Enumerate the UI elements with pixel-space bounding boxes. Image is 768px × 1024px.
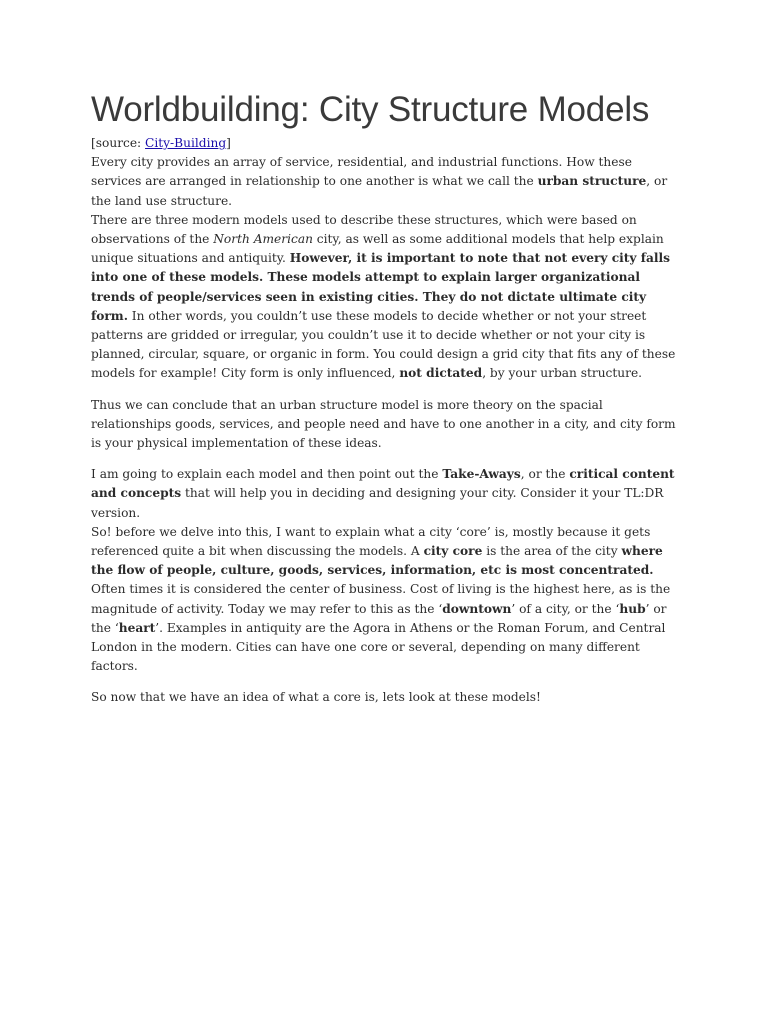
bold-term-heart: heart	[118, 620, 156, 635]
source-link[interactable]: City-Building	[145, 136, 227, 150]
text-run: , or the	[520, 467, 570, 482]
paragraph-models	[91, 211, 681, 384]
bold-term-hub: hub	[619, 601, 646, 616]
text-run: ’ or the ‘	[91, 601, 667, 635]
bold-term-not-dictated: not dictated	[399, 366, 483, 381]
source-line	[91, 134, 681, 153]
paragraph-gap	[91, 676, 681, 688]
text-run: I am going to explain each model and then point out the	[91, 467, 443, 482]
italic-term-north-american: North American	[213, 232, 313, 247]
text-run: city, as well as some additional models that help explain unique situations and antiquity.	[91, 232, 664, 266]
text-run: , by your urban structure.	[482, 366, 643, 381]
bold-statement: However, it is important to note that not every city falls into one of these models. These models attempt to explain larger organizational trends of people/services seen in existing cities. They do not dictate ultimate city form.	[91, 251, 670, 323]
text-run: is the area of the city	[482, 544, 622, 559]
paragraph-gap	[91, 384, 681, 396]
bold-term-city-core: city core	[423, 544, 483, 559]
document-body	[91, 134, 681, 708]
paragraph-gap	[91, 453, 681, 465]
page-title: Worldbuilding: City Structure Models	[91, 90, 650, 129]
bold-term-takeaways: Take-Aways	[442, 467, 521, 482]
paragraph-conclusion: Thus we can conclude that an urban structure model is more theory on the spacial relationships goods, services, and people need and have to one another in a city, and city form is your physical implementation of these ideas.	[91, 397, 676, 451]
text-run: ’ of a city, or the ‘	[511, 601, 620, 616]
text-run: So! before we delve into this, I want to explain what a city ‘core’ is, mostly because it gets referenced quite a bit when discussing the models. A	[91, 524, 651, 559]
text-run: ’. Examples in antiquity are the Agora in Athens or the Roman Forum, and Central London in the modern. Cities can have one core or several, depending on many different factors.	[91, 620, 666, 674]
text-run: Often times it is considered the center of business. Cost of living is the highest here, as is the magnitude of activity. Today we may refer to this as the ‘	[91, 582, 671, 616]
paragraph-intro	[91, 153, 681, 211]
bold-term-flow: where the flow of people, culture, goods, services, information, etc is most concentrated.	[91, 544, 663, 578]
source-prefix: [source:	[91, 136, 146, 150]
text-run: , or the land use structure.	[91, 174, 668, 208]
bold-term-urban-structure: urban structure	[537, 174, 647, 189]
source-suffix: ]	[226, 136, 231, 150]
text-run: There are three modern models used to describe these structures, which were based on observations of the	[91, 212, 637, 247]
document-page	[91, 88, 681, 708]
text-run: Every city provides an array of service, residential, and industrial functions. How these services are arranged in relationship to one another is what we call the	[91, 155, 632, 189]
bold-term-critical: critical content and concepts	[91, 467, 675, 501]
paragraph-city-core	[91, 523, 681, 677]
text-run: In other words, you couldn’t use these models to decide whether or not your street patterns are gridded or irregular, you couldn’t use it to decide whether or not your city is planned, circular, square, or organic in form. You could design a grid city that fits any of these models for example! City form is only influenced,	[91, 308, 676, 381]
bold-term-downtown: downtown	[442, 601, 512, 616]
text-run: that will help you in deciding and designing your city. Consider it your TL:DR version.	[91, 486, 664, 520]
paragraph-closing: So now that we have an idea of what a core is, lets look at these models!	[91, 690, 541, 705]
paragraph-takeaways	[91, 465, 681, 523]
